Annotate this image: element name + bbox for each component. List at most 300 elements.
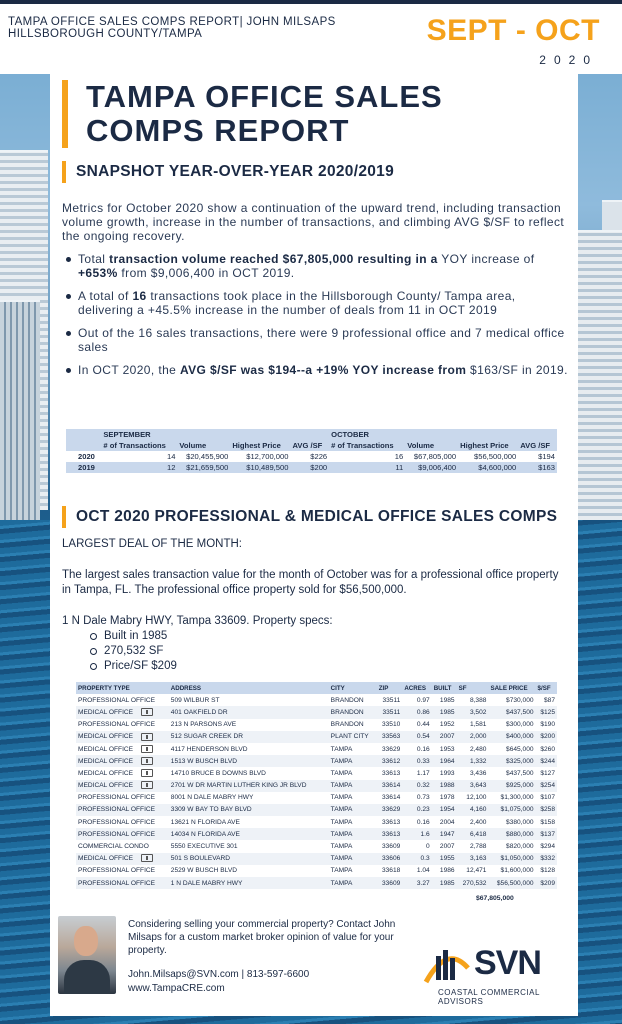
cell-price bbox=[488, 853, 535, 865]
cell-psf bbox=[536, 853, 557, 865]
row-year: 2019 bbox=[66, 462, 101, 473]
largest-deal-text: The largest sales transaction value for the month of October was for a professional office property in Tampa, FL. The professional office property sold for $56,500,000. bbox=[62, 569, 559, 596]
type-text: PROFESSIONAL OFFICE bbox=[78, 879, 156, 887]
psf-text: $294 bbox=[540, 843, 555, 851]
cell-zip bbox=[377, 840, 403, 852]
address-text: 1513 W BUSCH BLVD bbox=[170, 757, 237, 765]
svn-brand: SVN bbox=[474, 944, 541, 982]
footer-pitch: Considering selling your commercial property? Contact John Milsaps for a custom market broker opinion of value for your property. bbox=[128, 919, 396, 956]
type-text: MEDICAL OFFICE bbox=[78, 782, 134, 790]
column-header: Highest Price bbox=[230, 440, 290, 451]
cell-built bbox=[432, 853, 457, 865]
cell-address bbox=[169, 865, 329, 877]
price-text: $730,000 bbox=[506, 696, 534, 704]
price-text: $400,000 bbox=[506, 733, 534, 741]
price-text: $300,000 bbox=[506, 721, 534, 729]
cell-price bbox=[488, 828, 535, 840]
largest-deal-label: LARGEST DEAL OF THE MONTH: bbox=[62, 538, 242, 550]
medical-building-icon bbox=[141, 708, 153, 716]
cell-built bbox=[432, 767, 457, 779]
comps-table-body bbox=[76, 694, 557, 889]
city-text: TAMPA bbox=[330, 867, 353, 875]
broker-photo bbox=[58, 916, 116, 994]
cell-price bbox=[488, 694, 535, 706]
address-text: 13621 N FLORIDA AVE bbox=[170, 818, 240, 826]
cell-acres bbox=[402, 828, 431, 840]
cell-city bbox=[329, 706, 377, 718]
property-line: 1 N Dale Mabry HWY, Tampa 33609. Property specs: bbox=[62, 615, 333, 627]
medical-building-icon bbox=[141, 733, 153, 741]
psf-text: $190 bbox=[540, 721, 555, 729]
cell-type bbox=[76, 816, 169, 828]
sf-text: 4,160 bbox=[469, 806, 487, 814]
address-text: 14710 BRUCE B DOWNS BLVD bbox=[170, 769, 266, 777]
address-text: 2701 W DR MARTIN LUTHER KING JR BLVD bbox=[170, 782, 307, 790]
cell-address bbox=[169, 853, 329, 865]
column-header: SF bbox=[457, 682, 489, 694]
table-row bbox=[76, 755, 557, 767]
city-text: TAMPA bbox=[330, 843, 353, 851]
city-text: TAMPA bbox=[330, 757, 353, 765]
cell-city bbox=[329, 743, 377, 755]
psf-text: $158 bbox=[540, 818, 555, 826]
cell-psf bbox=[536, 706, 557, 718]
cell-city bbox=[329, 767, 377, 779]
type-text: MEDICAL OFFICE bbox=[78, 757, 134, 765]
column-header: Highest Price bbox=[458, 440, 518, 451]
cell-address bbox=[169, 767, 329, 779]
yoy-table bbox=[66, 429, 557, 473]
table-row bbox=[76, 682, 557, 694]
table-row bbox=[76, 865, 557, 877]
snapshot-heading: SNAPSHOT YEAR-OVER-YEAR 2020/2019 bbox=[62, 161, 394, 183]
cell-built bbox=[432, 743, 457, 755]
cell-type bbox=[76, 731, 169, 743]
column-header: BUILT bbox=[432, 682, 457, 694]
column-header: ADDRESS bbox=[169, 682, 329, 694]
table-row bbox=[66, 451, 557, 462]
cell-price bbox=[488, 792, 535, 804]
built-text: 1993 bbox=[439, 769, 455, 777]
table-row bbox=[76, 840, 557, 852]
table-row bbox=[76, 719, 557, 731]
price-text: $925,000 bbox=[506, 782, 534, 790]
cell-built bbox=[432, 792, 457, 804]
cell-sf bbox=[457, 816, 489, 828]
svn-brand-sub: COASTAL COMMERCIAL ADVISORS bbox=[438, 988, 540, 1006]
medical-building-icon bbox=[141, 854, 153, 862]
cell-psf bbox=[536, 865, 557, 877]
table-cell: 14 bbox=[101, 451, 177, 462]
table-cell: $9,006,400 bbox=[405, 462, 458, 473]
cell-address bbox=[169, 743, 329, 755]
column-header: Volume bbox=[405, 440, 458, 451]
header-report-label: TAMPA OFFICE SALES COMPS REPORT| JOHN MILSAPS HILLSBOROUGH COUNTY/TAMPA bbox=[8, 16, 336, 40]
list-item: Built in 1985 bbox=[90, 629, 177, 644]
built-text: 1955 bbox=[439, 855, 455, 863]
property-specs bbox=[90, 629, 177, 674]
type-text: PROFESSIONAL OFFICE bbox=[78, 867, 156, 875]
zip-text: 33614 bbox=[381, 794, 401, 802]
built-text: 2004 bbox=[439, 818, 455, 826]
cell-zip bbox=[377, 743, 403, 755]
cell-price bbox=[488, 767, 535, 779]
price-text: $380,000 bbox=[506, 818, 534, 826]
built-text: 1985 bbox=[439, 708, 455, 716]
table-cell: $20,455,900 bbox=[177, 451, 230, 462]
acres-text: 0 bbox=[426, 843, 430, 851]
column-header: ACRES bbox=[402, 682, 431, 694]
cell-acres bbox=[402, 840, 431, 852]
city-text: BRANDON bbox=[330, 696, 364, 704]
sf-text: 270,532 bbox=[462, 879, 487, 887]
comps-total: $67,805,000 bbox=[476, 895, 514, 902]
cell-built bbox=[432, 706, 457, 718]
address-text: 5550 EXECUTIVE 301 bbox=[170, 843, 238, 851]
psf-text: $127 bbox=[540, 769, 555, 777]
list-item: Total transaction volume reached $67,805,000 resulting in a YOY increase of +653% from $9,006,400 in OCT 2019. bbox=[62, 252, 570, 280]
city-text: TAMPA bbox=[330, 806, 353, 814]
cell-address bbox=[169, 877, 329, 889]
city-text: BRANDON bbox=[330, 708, 364, 716]
zip-text: 33609 bbox=[381, 879, 401, 887]
cell-address bbox=[169, 755, 329, 767]
cell-type bbox=[76, 780, 169, 792]
cell-sf bbox=[457, 877, 489, 889]
medical-building-icon bbox=[141, 781, 153, 789]
table-row bbox=[76, 767, 557, 779]
type-text: MEDICAL OFFICE bbox=[78, 855, 134, 863]
cell-address bbox=[169, 792, 329, 804]
cell-price bbox=[488, 731, 535, 743]
cell-psf bbox=[536, 780, 557, 792]
acres-text: 1.04 bbox=[416, 867, 430, 875]
column-header: # of Transactions bbox=[329, 440, 405, 451]
address-text: 8001 N DALE MABRY HWY bbox=[170, 794, 254, 802]
cell-zip bbox=[377, 780, 403, 792]
list-item: In OCT 2020, the AVG $/SF was $194--a +19% YOY increase from $163/SF in 2019. bbox=[62, 363, 570, 377]
type-text: MEDICAL OFFICE bbox=[78, 745, 134, 753]
cell-type bbox=[76, 792, 169, 804]
acres-text: 0.23 bbox=[416, 806, 430, 814]
psf-text: $209 bbox=[540, 879, 555, 887]
cell-acres bbox=[402, 780, 431, 792]
sf-text: 3,643 bbox=[469, 782, 487, 790]
medical-building-icon bbox=[141, 769, 153, 777]
cell-city bbox=[329, 755, 377, 767]
psf-text: $87 bbox=[543, 696, 555, 704]
cell-address bbox=[169, 816, 329, 828]
highlights-list bbox=[62, 252, 570, 386]
type-text: MEDICAL OFFICE bbox=[78, 708, 134, 716]
address-text: 509 WILBUR ST bbox=[170, 696, 220, 704]
table-cell: $10,489,500 bbox=[230, 462, 290, 473]
psf-text: $200 bbox=[540, 733, 555, 741]
sf-text: 3,502 bbox=[469, 708, 487, 716]
address-text: 4117 HENDERSON BLVD bbox=[170, 745, 248, 753]
table-cell: 11 bbox=[329, 462, 405, 473]
cell-acres bbox=[402, 706, 431, 718]
cell-sf bbox=[457, 767, 489, 779]
city-text: BRANDON bbox=[330, 721, 364, 729]
cell-zip bbox=[377, 694, 403, 706]
cell-acres bbox=[402, 767, 431, 779]
sf-text: 2,480 bbox=[469, 745, 487, 753]
list-item: 270,532 SF bbox=[90, 644, 177, 659]
cell-psf bbox=[536, 840, 557, 852]
table-row bbox=[76, 780, 557, 792]
cell-sf bbox=[457, 840, 489, 852]
table-cell: $67,805,000 bbox=[405, 451, 458, 462]
price-text: $437,500 bbox=[506, 708, 534, 716]
table-cell: $4,600,000 bbox=[458, 462, 518, 473]
price-text: $645,000 bbox=[506, 745, 534, 753]
price-text: $880,000 bbox=[506, 830, 534, 838]
cell-price bbox=[488, 743, 535, 755]
sf-text: 2,788 bbox=[469, 843, 487, 851]
background-building bbox=[576, 230, 622, 520]
built-text: 1986 bbox=[439, 867, 455, 875]
psf-text: $128 bbox=[540, 867, 555, 875]
cell-sf bbox=[457, 694, 489, 706]
address-text: 501 S BOULEVARD bbox=[170, 855, 231, 863]
cell-acres bbox=[402, 719, 431, 731]
acres-text: 0.16 bbox=[416, 818, 430, 826]
list-item: A total of 16 transactions took place in the Hillsborough County/ Tampa area, delivering a +45.5% increase in the number of deals from 11 in OCT 2019 bbox=[62, 289, 570, 317]
acres-text: 1.17 bbox=[416, 769, 430, 777]
table-cell: $194 bbox=[518, 451, 557, 462]
zip-text: 33613 bbox=[381, 818, 401, 826]
city-text: TAMPA bbox=[330, 830, 353, 838]
cell-type bbox=[76, 840, 169, 852]
table-row bbox=[76, 877, 557, 889]
sf-text: 1,332 bbox=[469, 757, 487, 765]
table-cell: 12 bbox=[101, 462, 177, 473]
cell-sf bbox=[457, 865, 489, 877]
price-text: $820,000 bbox=[506, 843, 534, 851]
table-row bbox=[76, 804, 557, 816]
cell-price bbox=[488, 755, 535, 767]
cell-psf bbox=[536, 828, 557, 840]
type-text: PROFESSIONAL OFFICE bbox=[78, 830, 156, 838]
cell-zip bbox=[377, 755, 403, 767]
cell-built bbox=[432, 840, 457, 852]
psf-text: $137 bbox=[540, 830, 555, 838]
cell-sf bbox=[457, 719, 489, 731]
cell-price bbox=[488, 719, 535, 731]
cell-price bbox=[488, 706, 535, 718]
cell-type bbox=[76, 804, 169, 816]
sf-text: 8,388 bbox=[469, 696, 487, 704]
psf-text: $107 bbox=[540, 794, 555, 802]
price-text: $56,500,000 bbox=[496, 879, 534, 887]
acres-text: 0.32 bbox=[416, 782, 430, 790]
cell-city bbox=[329, 792, 377, 804]
column-header: SALE PRICE bbox=[488, 682, 535, 694]
zip-text: 33629 bbox=[381, 806, 401, 814]
acres-text: 0.97 bbox=[416, 696, 430, 704]
psf-text: $244 bbox=[540, 757, 555, 765]
acres-text: 3.27 bbox=[416, 879, 430, 887]
column-header: # of Transactions bbox=[101, 440, 177, 451]
built-text: 1954 bbox=[439, 806, 455, 814]
cell-zip bbox=[377, 816, 403, 828]
cell-price bbox=[488, 780, 535, 792]
city-text: TAMPA bbox=[330, 879, 353, 887]
title-block bbox=[62, 80, 526, 148]
acres-text: 0.44 bbox=[416, 721, 430, 729]
medical-building-icon bbox=[141, 757, 153, 765]
psf-text: $258 bbox=[540, 806, 555, 814]
cell-built bbox=[432, 719, 457, 731]
cell-address bbox=[169, 731, 329, 743]
psf-text: $332 bbox=[540, 855, 555, 863]
broker-face bbox=[74, 926, 98, 956]
cell-type bbox=[76, 743, 169, 755]
footer-website[interactable]: www.TampaCRE.com bbox=[128, 983, 225, 994]
table-cell: 16 bbox=[329, 451, 405, 462]
table-cell: $200 bbox=[290, 462, 329, 473]
cell-psf bbox=[536, 731, 557, 743]
city-text: TAMPA bbox=[330, 855, 353, 863]
list-item: Price/SF $209 bbox=[90, 659, 177, 674]
acres-text: 0.73 bbox=[416, 794, 430, 802]
cell-acres bbox=[402, 792, 431, 804]
psf-text: $260 bbox=[540, 745, 555, 753]
table-row bbox=[76, 816, 557, 828]
zip-text: 33618 bbox=[381, 867, 401, 875]
cell-city bbox=[329, 828, 377, 840]
header-year: 2020 bbox=[539, 53, 598, 67]
city-text: TAMPA bbox=[330, 745, 353, 753]
cell-city bbox=[329, 731, 377, 743]
cell-acres bbox=[402, 755, 431, 767]
sf-text: 12,471 bbox=[466, 867, 487, 875]
cell-sf bbox=[457, 755, 489, 767]
cell-acres bbox=[402, 743, 431, 755]
report-card bbox=[50, 68, 578, 906]
cell-psf bbox=[536, 694, 557, 706]
cell-zip bbox=[377, 877, 403, 889]
sf-text: 1,581 bbox=[469, 721, 487, 729]
footer bbox=[50, 906, 578, 1016]
table-row bbox=[66, 462, 557, 473]
price-text: $1,075,000 bbox=[500, 806, 534, 814]
cell-type bbox=[76, 706, 169, 718]
cell-built bbox=[432, 877, 457, 889]
cell-city bbox=[329, 780, 377, 792]
cell-sf bbox=[457, 828, 489, 840]
page-title: TAMPA OFFICE SALES COMPS REPORT bbox=[86, 79, 443, 148]
sf-text: 2,000 bbox=[469, 733, 487, 741]
cell-acres bbox=[402, 853, 431, 865]
column-header: PROPERTY TYPE bbox=[76, 682, 169, 694]
cell-type bbox=[76, 719, 169, 731]
cell-city bbox=[329, 804, 377, 816]
zip-text: 33511 bbox=[382, 708, 401, 716]
cell-city bbox=[329, 840, 377, 852]
comps-heading: OCT 2020 PROFESSIONAL & MEDICAL OFFICE SALES COMPS bbox=[62, 506, 557, 528]
cell-built bbox=[432, 755, 457, 767]
yoy-group-sept: SEPTEMBER bbox=[101, 429, 329, 440]
table-row bbox=[76, 706, 557, 718]
price-text: $325,000 bbox=[506, 757, 534, 765]
city-text: TAMPA bbox=[330, 794, 353, 802]
cell-psf bbox=[536, 804, 557, 816]
cell-acres bbox=[402, 865, 431, 877]
table-cell: $12,700,000 bbox=[230, 451, 290, 462]
column-header: $/SF bbox=[536, 682, 557, 694]
cell-acres bbox=[402, 694, 431, 706]
price-text: $1,300,000 bbox=[500, 794, 534, 802]
city-text: TAMPA bbox=[330, 769, 353, 777]
cell-built bbox=[432, 780, 457, 792]
type-text: PROFESSIONAL OFFICE bbox=[78, 818, 156, 826]
column-header: AVG /SF bbox=[290, 440, 329, 451]
cell-psf bbox=[536, 767, 557, 779]
table-row bbox=[76, 792, 557, 804]
built-text: 1978 bbox=[439, 794, 455, 802]
background-building bbox=[0, 300, 40, 520]
psf-text: $125 bbox=[540, 708, 555, 716]
cell-psf bbox=[536, 755, 557, 767]
price-text: $437,500 bbox=[506, 769, 534, 777]
column-header: CITY bbox=[329, 682, 377, 694]
acres-text: 0.16 bbox=[416, 745, 430, 753]
cell-acres bbox=[402, 816, 431, 828]
address-text: 213 N PARSONS AVE bbox=[170, 721, 237, 729]
cell-built bbox=[432, 865, 457, 877]
cell-address bbox=[169, 828, 329, 840]
svn-logo bbox=[422, 936, 572, 1006]
table-cell: $56,500,000 bbox=[458, 451, 518, 462]
cell-type bbox=[76, 755, 169, 767]
address-text: 3309 W BAY TO BAY BLVD bbox=[170, 806, 252, 814]
cell-address bbox=[169, 706, 329, 718]
cell-sf bbox=[457, 743, 489, 755]
footer-contact: John.Milsaps@SVN.com | 813-597-6600 bbox=[128, 969, 310, 980]
cell-built bbox=[432, 828, 457, 840]
cell-built bbox=[432, 694, 457, 706]
built-text: 1964 bbox=[439, 757, 455, 765]
built-text: 1985 bbox=[439, 879, 455, 887]
city-text: TAMPA bbox=[330, 782, 353, 790]
list-item: Out of the 16 sales transactions, there were 9 professional office and 7 medical office sales bbox=[62, 326, 570, 354]
column-header: Volume bbox=[177, 440, 230, 451]
cell-zip bbox=[377, 719, 403, 731]
table-cell: $163 bbox=[518, 462, 557, 473]
zip-text: 33613 bbox=[381, 769, 401, 777]
zip-text: 33613 bbox=[381, 830, 401, 838]
cell-sf bbox=[457, 706, 489, 718]
cell-zip bbox=[377, 706, 403, 718]
zip-text: 33609 bbox=[381, 843, 401, 851]
built-text: 1947 bbox=[439, 830, 455, 838]
header-month-range: SEPT - OCT bbox=[426, 14, 600, 47]
cell-price bbox=[488, 877, 535, 889]
cell-city bbox=[329, 694, 377, 706]
cell-built bbox=[432, 816, 457, 828]
type-text: COMMERCIAL CONDO bbox=[78, 843, 149, 851]
built-text: 2007 bbox=[439, 733, 455, 741]
svn-logo-icon bbox=[422, 938, 472, 988]
sf-text: 6,418 bbox=[469, 830, 487, 838]
table-row bbox=[66, 440, 557, 451]
cell-psf bbox=[536, 877, 557, 889]
zip-text: 33510 bbox=[381, 721, 401, 729]
cell-city bbox=[329, 865, 377, 877]
built-text: 1953 bbox=[439, 745, 455, 753]
